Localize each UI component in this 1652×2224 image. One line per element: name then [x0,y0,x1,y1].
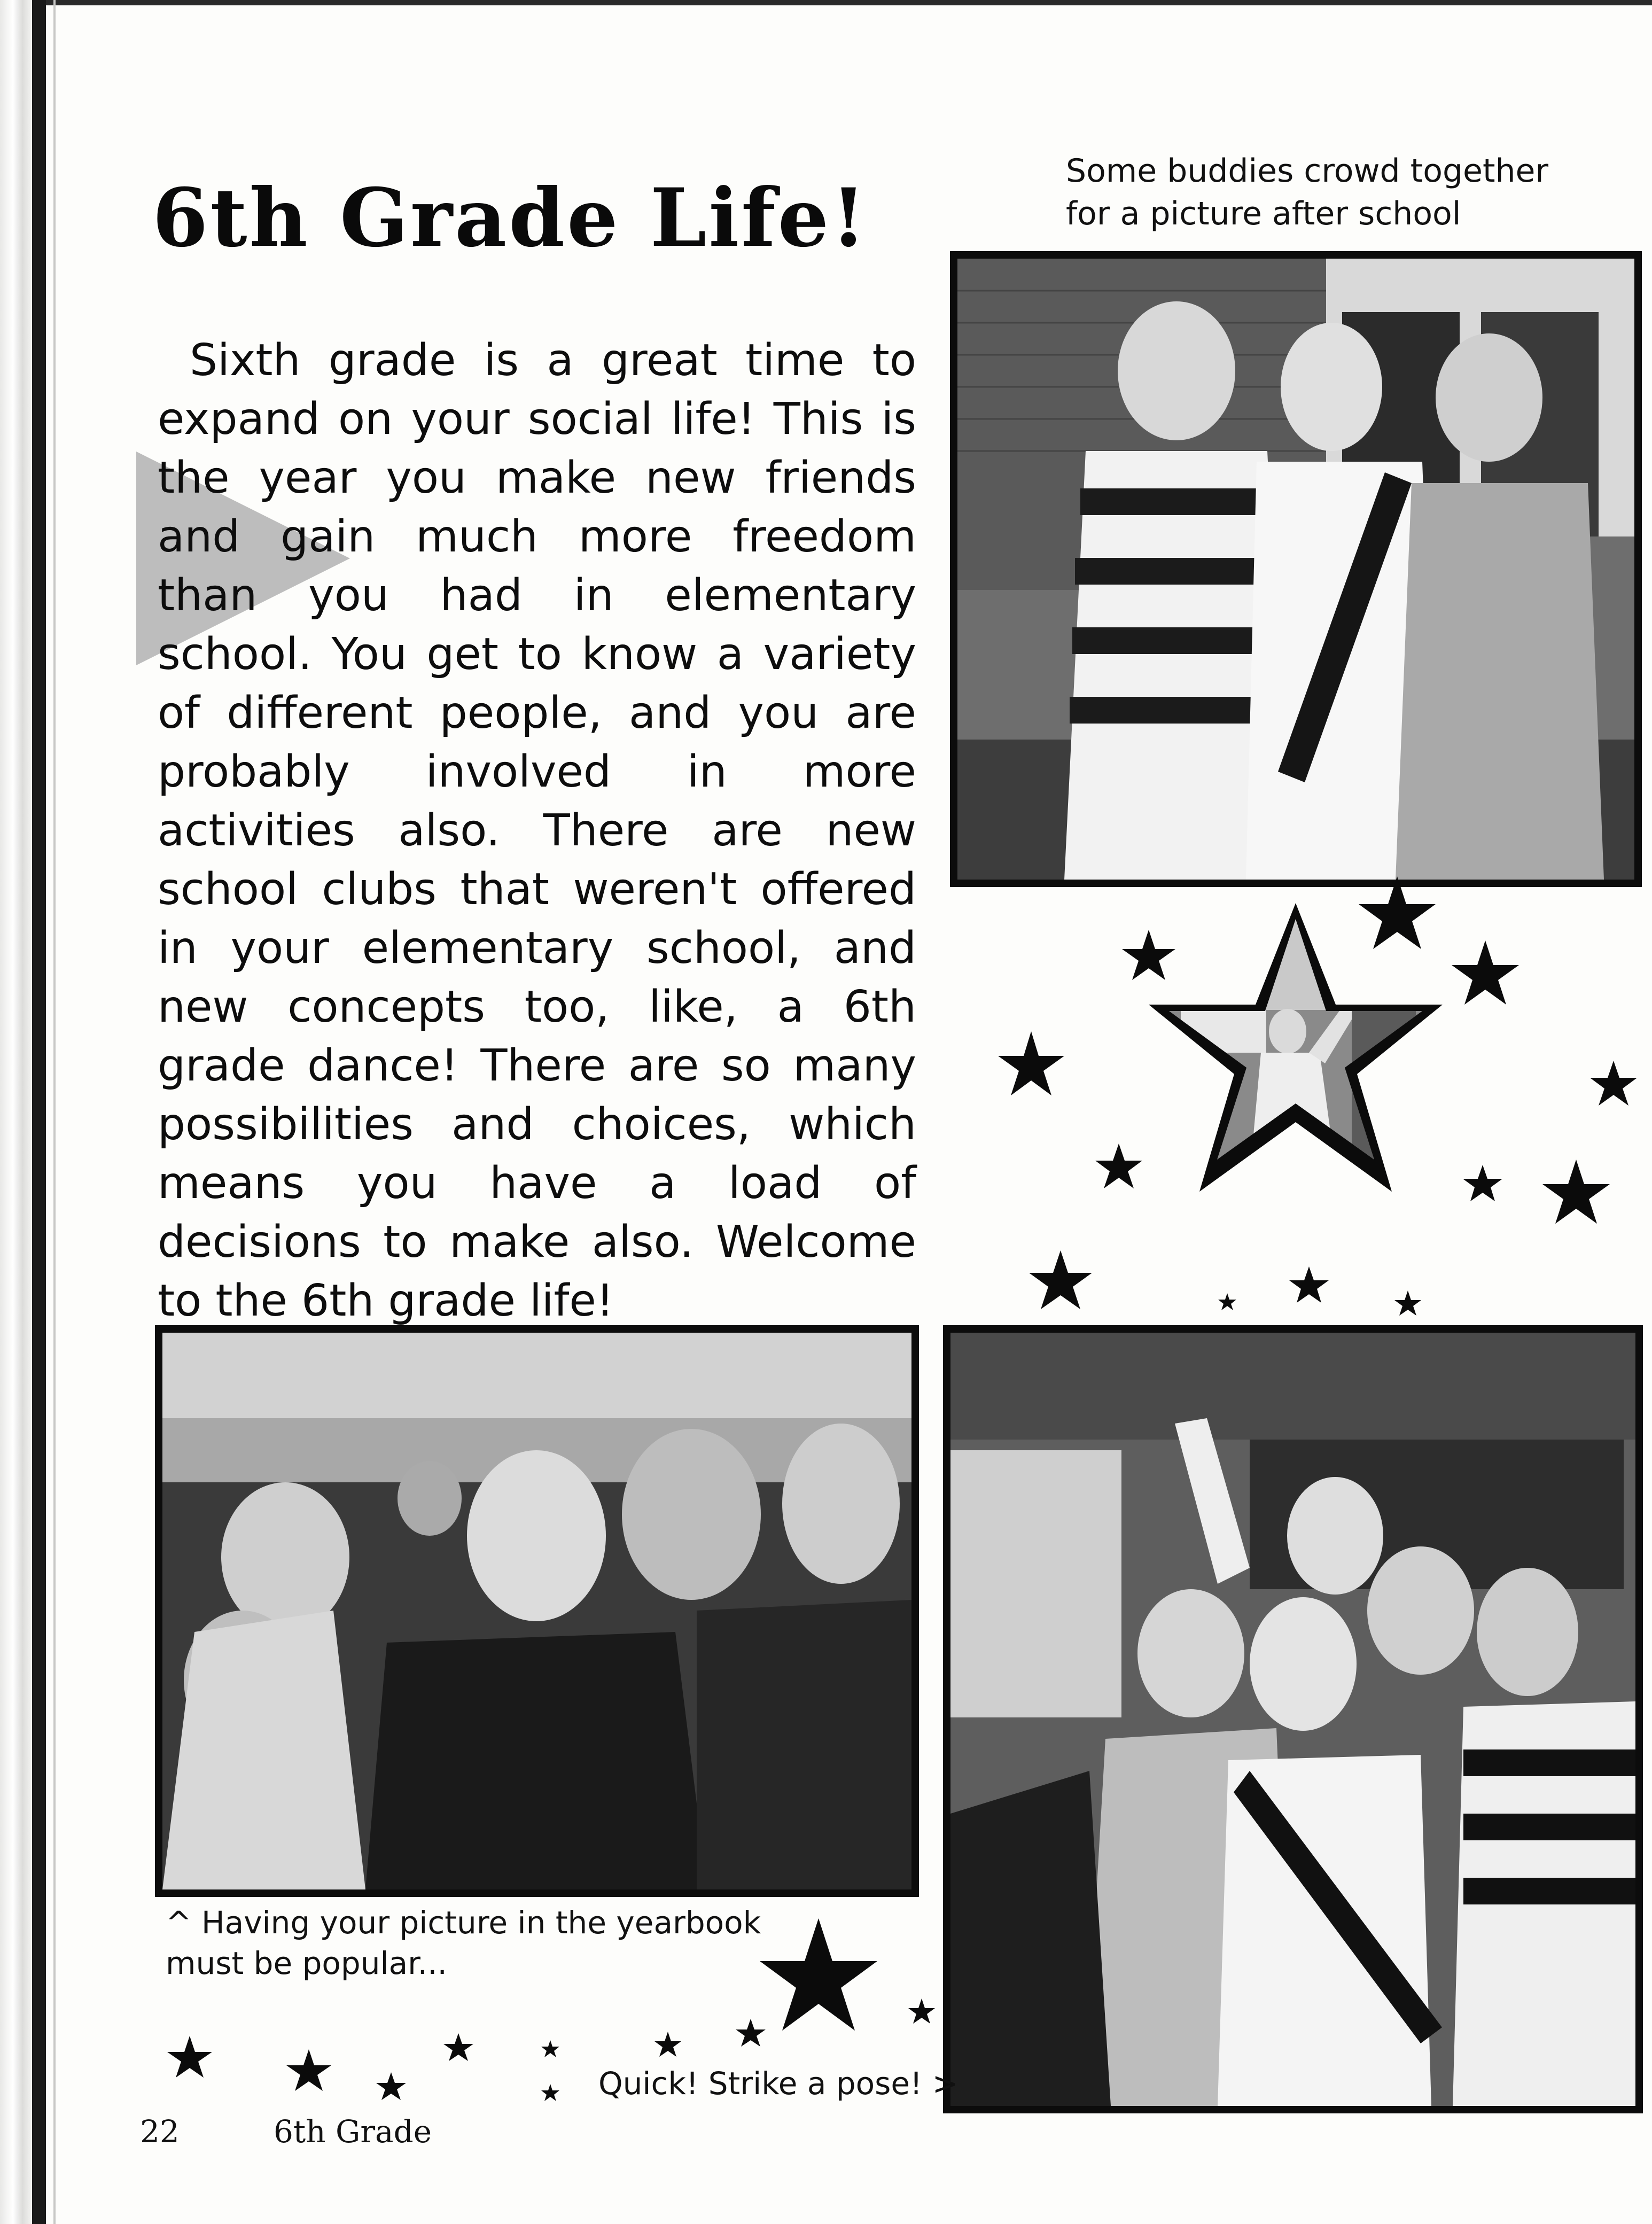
page-binding-shadow [32,0,46,2224]
group-pose-photo [943,1325,1643,2113]
star-icon [541,2040,559,2057]
caption-top-right: Some buddies crowd together for a picture after school [1066,152,1549,232]
star-icon [1359,876,1436,949]
star-icon [654,2032,681,2057]
crowd-photo [155,1325,919,1897]
star-frame-cluster [988,871,1651,1325]
star-icon [1122,930,1175,980]
section-label: 6th Grade [274,2113,432,2150]
star-icon [541,2084,559,2101]
star-icon [1218,1293,1236,1310]
page-binding-edge [0,0,32,2224]
waving-girl-photo [1149,903,1448,1202]
star-icon [1542,1160,1610,1224]
intro-paragraph: Sixth grade is a great time to expand on your social life! This is the year you make new friends and gain much more freedom than you had in elementary school. You get to know a variety of different people, and you are probably involved in more activities also. There are new school clubs that weren't offered in your elementary school, and new concepts too, like, a 6th grade dance! There are so many possibilities and choices, which means you have a load of decisions to make also. Welcome to the 6th grade life! [158,335,916,1326]
star-icon [1289,1266,1329,1303]
three-boys-photo [950,251,1642,887]
star-icon [998,1031,1064,1095]
star-icon [376,2072,406,2100]
star-icon [760,1918,877,2031]
star-icon [1463,1165,1502,1201]
star-icon [736,2019,766,2047]
page-title: 6th Grade Life! [152,171,869,265]
star-icon [1452,940,1519,1005]
star-icon [1029,1250,1092,1309]
star-icon [1394,1290,1421,1316]
star-icon [167,2036,212,2078]
page-top-edge [0,0,1652,5]
caption-bottom-left: ^ Having your picture in the yearbook must be popular... [166,1904,761,1981]
star-icon [1590,1061,1637,1106]
star-icon [908,1999,935,2024]
caption-pose: Quick! Strike a pose! > [598,2065,959,2102]
star-icon [286,2049,331,2091]
star-icon [1095,1144,1142,1188]
page-binding-line [53,0,56,2224]
page-number: 22 [140,2113,180,2150]
star-icon [443,2033,473,2061]
